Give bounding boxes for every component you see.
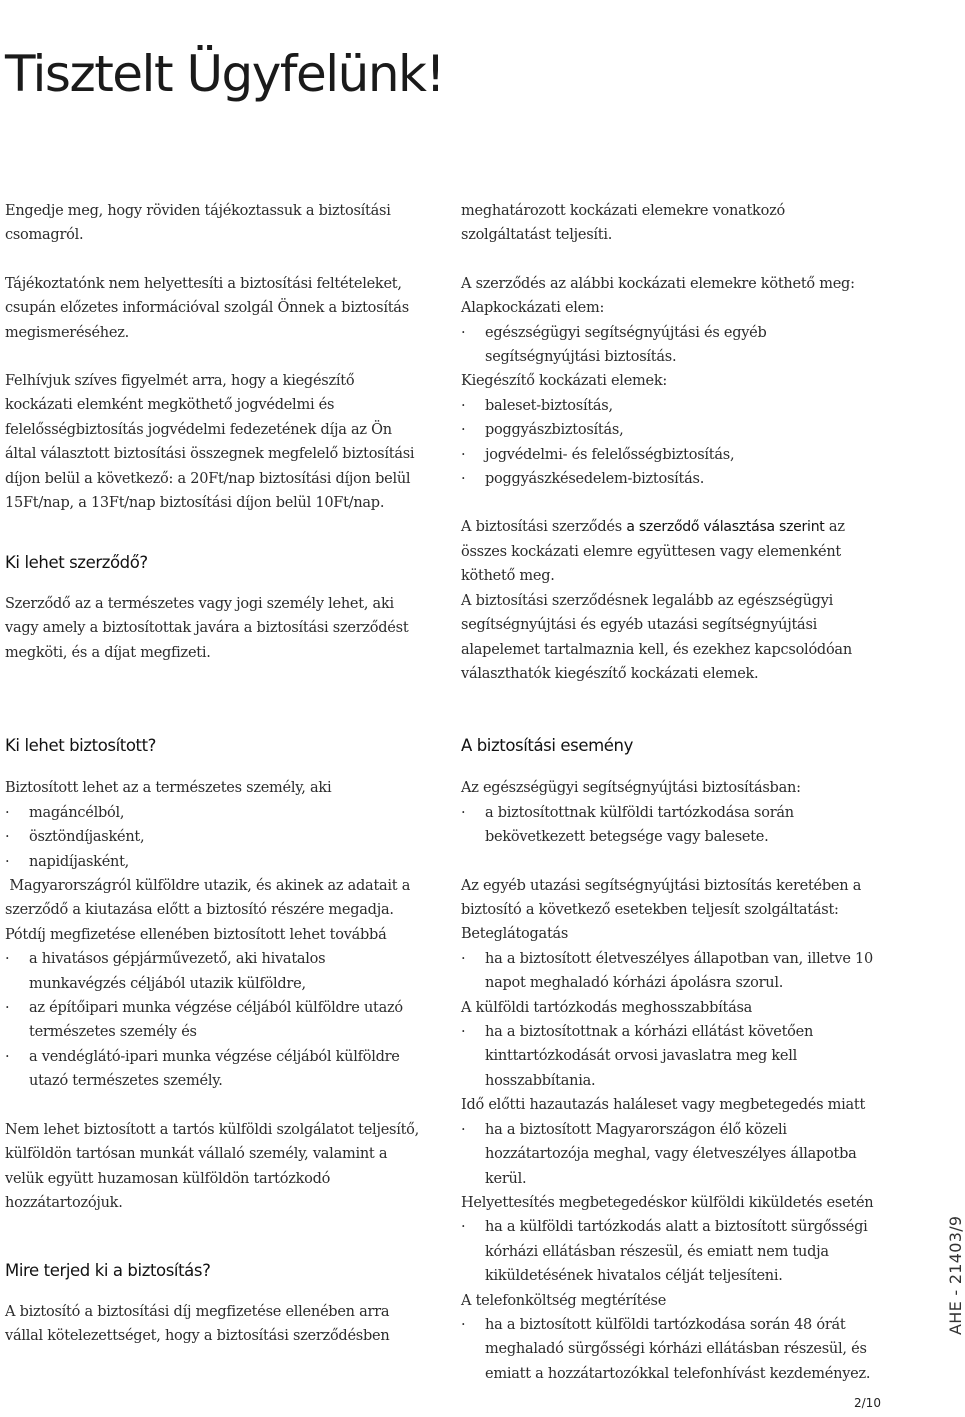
insured-intro: Biztosított lehet az a természetes személy, aki (5, 780, 332, 797)
coverage-heading: Mire terjed ki a biztosítás? (5, 1261, 211, 1281)
event-intro: Az egészségügyi segítségnyújtási biztosításban: (461, 780, 801, 797)
list-item: · a biztosítottnak külföldi tartózkodása során bekövetkezett betegsége vagy balesete. (461, 801, 886, 850)
event-group-list (461, 1020, 886, 1093)
event-group-list (461, 1118, 886, 1191)
intro-paragraph: Engedje meg, hogy röviden tájékoztassuk a biztosítási csomagról. (5, 203, 391, 244)
list-item: · poggyászkésedelem-biztosítás. (461, 467, 879, 491)
insured-continuation: Magyarországról külföldre utazik, és akinek az adatait a szerződő a kiutazása előtt a biztosító részére megadja. (5, 878, 415, 919)
event-group-label: A telefonköltség megtérítése (461, 1292, 667, 1309)
event-group-label: Idő előtti hazautazás haláleset vagy megbetegedés miatt (461, 1097, 866, 1114)
list-item: · jogvédelmi- és felelősségbiztosítás, (461, 443, 879, 467)
surcharge-intro: Pótdíj megfizetése ellenében biztosított lehet továbbá (5, 926, 387, 943)
list-item: · a vendéglátó-ipari munka végzése céljából külföldre utazó természetes személy. (5, 1045, 423, 1094)
highlighted-phrase: a szerződő választása szerint (626, 519, 825, 536)
surcharge-list (5, 947, 423, 1093)
contractor-paragraph: Szerződő az a természetes vagy jogi személy lehet, aki vagy amely a biztosítottak javára a biztosítási szerződést megköti, és a díjat megfizeti. (5, 595, 409, 661)
document-code: AHE - 21403/9 (946, 1215, 965, 1335)
info-paragraph: Tájékoztatónk nem helyettesíti a biztosítási feltételeket, csupán előzetes információval szolgál Önnek a biztosítás megismeréséhez. (5, 275, 409, 341)
event-group-list (461, 1215, 886, 1288)
insured-heading: Ki lehet biztosított? (5, 736, 157, 755)
event-group-list (461, 1313, 886, 1386)
insured-list (5, 801, 423, 874)
event-heading: A biztosítási esemény (461, 736, 633, 755)
base-risk-label: Alapkockázati elem: (461, 300, 605, 317)
minimum-elements-paragraph: A biztosítási szerződésnek legalább az egészségügyi segítségnyújtási és egyéb utazási segítségnyújtási alapelemet tartalmaznia kell, és ezekhez kapcsolódóan választhatók kiegészítő kockázati elemek. (461, 592, 852, 682)
right-bottom-column (461, 734, 886, 1386)
event-group-list (461, 947, 886, 996)
continuation-paragraph: meghatározott kockázati elemekre vonatkozó szolgáltatást teljesíti. (461, 203, 785, 244)
coverage-paragraph: A biztosító a biztosítási díj megfizetése ellenében arra vállal kötelezettséget, hogy a biztosítási szerződésben (5, 1303, 390, 1345)
event-health-list (461, 801, 886, 850)
list-item: · magáncélból, (5, 801, 423, 825)
list-item: · ha a biztosítottnak a kórházi ellátást követően kinttartózkodását orvosi javaslatra meg kell hosszabbítania. (461, 1020, 886, 1093)
extra-risk-list (461, 394, 879, 492)
notice-paragraph: Felhívjuk szíves figyelmét arra, hogy a kiegészítő kockázati elemként megköthető jogvédelmi és felelősségbiztosítás jogvédelmi fedezetének díja az Ön által választott biztosítási összegnek megfelelő biztosítási díjon belül a következő: a 20Ft/nap biztosítási díjon belül 15Ft/nap, a 13Ft/nap biztosítási díjon belül 10Ft/nap. (5, 373, 415, 512)
event-group-label: Helyettesítés megbetegedéskor külföldi kiküldetés esetén (461, 1194, 874, 1211)
contractor-heading: Ki lehet szerződő? (5, 553, 148, 573)
event-other-paragraph: Az egyéb utazási segítségnyújtási biztosítás keretében a biztosító a következő esetekben teljesít szolgáltatást: (461, 877, 862, 919)
event-group-label: A külföldi tartózkodás meghosszabbítása (461, 999, 753, 1016)
contract-choice-paragraph: A biztosítási szerződés a szerződő választása szerint az összes kockázati elemre együttesen vagy elemenként köthető meg. (461, 519, 845, 585)
page-number: 2/10 (854, 1396, 881, 1410)
list-item: · baleset-biztosítás, (461, 394, 879, 418)
right-top-column (461, 199, 879, 686)
extra-risk-label: Kiegészítő kockázati elemek: (461, 373, 668, 390)
list-item: · az építőipari munka végzése céljából külföldre utazó természetes személy és (5, 996, 423, 1045)
list-item: · egészségügyi segítségnyújtási és egyéb segítségnyújtási biztosítás. (461, 321, 879, 370)
event-group-label: Beteglátogatás (461, 926, 569, 943)
list-item: · ha a biztosított Magyarországon élő közeli hozzátartozója meghal, vagy életveszélyes állapotba kerül. (461, 1118, 886, 1191)
list-item: · poggyászbiztosítás, (461, 418, 879, 442)
list-item: · ha a külföldi tartózkodás alatt a biztosított sürgősségi kórházi ellátásban részesül, és emiatt nem tudja kiküldetésének hivatalos célját teljesíteni. (461, 1215, 886, 1288)
risk-elements-paragraph: A szerződés az alábbi kockázati elemekre köthető meg: (461, 275, 855, 292)
list-item: · napidíjasként, (5, 850, 423, 874)
list-item: · ha a biztosított életveszélyes állapotban van, illetve 10 napot meghaladó kórházi ápolásra szorul. (461, 947, 886, 996)
list-item: · a hivatásos gépjárművezető, aki hivatalos munkavégzés céljából utazik külföldre, (5, 947, 423, 996)
list-item: · ösztöndíjasként, (5, 825, 423, 849)
left-bottom-column (5, 734, 423, 1349)
left-top-column (5, 199, 423, 665)
exclusion-paragraph: Nem lehet biztosított a tartós külföldi szolgálatot teljesítő, külföldön tartósan munkát vállaló személy, valamint a velük együtt huzamosan külföldön tartózkodó hozzátartozójuk. (5, 1121, 420, 1211)
page-title: Tisztelt Ügyfelünk! (5, 44, 445, 103)
list-item: · ha a biztosított külföldi tartózkodása során 48 órát meghaladó sürgősségi kórházi ellátásban részesül, és emiatt a hozzátartozókkal telefonhívást kezdeményez. (461, 1313, 886, 1386)
base-risk-list (461, 321, 879, 370)
